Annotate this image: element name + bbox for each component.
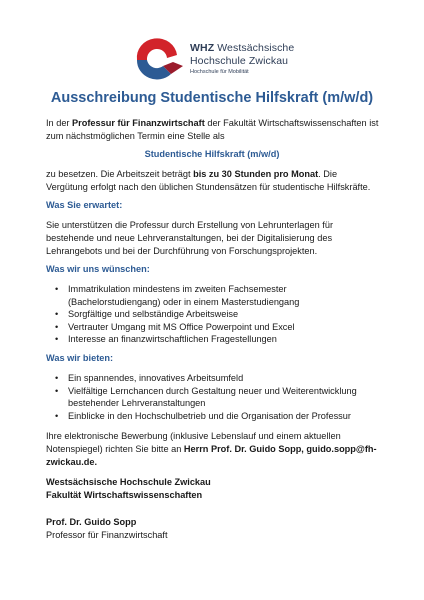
logo-line-3: Hochschule für Mobilität [190,69,249,75]
apply-line-2: Notenspiegel) richten Sie bitte an Herrn Prof. Dr. Guido Sopp, guido.sopp@fh- [46,444,377,454]
whz-logo-mark-icon [133,36,185,80]
signature-role: Professor für Finanzwirtschaft [46,530,168,540]
apply-line-3: zwickau.de. [46,457,98,467]
list-item: • Vertrauter Umgang mit MS Office Powerpoint und Excel [55,321,295,332]
list-item: • Vielfältige Lernchancen durch Gestaltung neuer und Weiterentwicklung bestehender Lehrveranstaltungen [55,385,357,409]
page-title: Ausschreibung Studentische Hilfskraft (m/w/d) [50,90,374,106]
terms-line-2: Vergütung erfolgt nach den üblichen Stundensätzen für studentische Hilfskräfte. [46,182,371,192]
bullet-icon: • [55,385,59,396]
signature-name: Prof. Dr. Guido Sopp [46,517,137,527]
section-heading-expected: Was Sie erwartet: [46,200,123,210]
bullet-icon: • [55,321,59,332]
expected-line: Sie unterstützen die Professur durch Erstellung von Lehrunterlagen für [46,220,334,230]
bullet-icon: • [55,334,59,345]
whz-logo [133,36,303,80]
apply-line-1: Ihre elektronische Bewerbung (inklusive Lebenslauf und einem aktuellen [46,431,341,441]
section-heading-wishes: Was wir uns wünschen: [46,264,150,274]
offer-list [46,372,357,422]
list-item: • Immatrikulation mindestens im zweiten Fachsemester (Bachelorstudiengang) oder in einem Masterstudiengang [55,284,300,307]
expected-line: bestehende und neue Lehrveranstaltungen, bei der Digitalisierung des [46,233,333,243]
contact-email[interactable]: Herrn Prof. Dr. Guido Sopp, guido.sopp@fh- [183,444,377,454]
list-item: • Einblicke in den Hochschulbetrieb und die Organisation der Professur [55,410,351,421]
bullet-icon: • [55,309,59,320]
intro-line-2: zum nächstmöglichen Termin eine Stelle als [46,131,225,141]
bullet-icon: • [55,373,59,383]
bullet-icon: • [55,284,59,294]
section-heading-offer: Was wir bieten: [46,353,114,363]
terms-line-1: zu besetzen. Die Arbeitszeit beträgt bis zu 30 Stunden pro Monat. Die [46,169,338,179]
wishes-list [46,283,299,346]
list-item: • Interesse an finanzwirtschaftlichen Fragestellungen [55,334,277,345]
logo-line-2: Hochschule Zwickau [190,55,289,67]
list-item: • Ein spannendes, innovatives Arbeitsumfeld [55,373,244,383]
faculty-name: Fakultät Wirtschaftswissenschaften [46,490,203,500]
intro-line-1: In der Professur für Finanzwirtschaft der Fakultät Wirtschaftswissenschaften ist [46,118,379,128]
expected-line: Lehrangebots und bei der Durchführung von Forschungsprojekten. [46,246,318,256]
bullet-icon: • [55,410,59,421]
logo-line-1: WHZ Westsächsische [190,42,295,54]
list-item: • Sorgfältige und selbständige Arbeitsweise [55,309,239,320]
institution-name: Westsächsische Hochschule Zwickau [46,477,211,487]
position-title: Studentische Hilfskraft (m/w/d) [144,149,280,159]
